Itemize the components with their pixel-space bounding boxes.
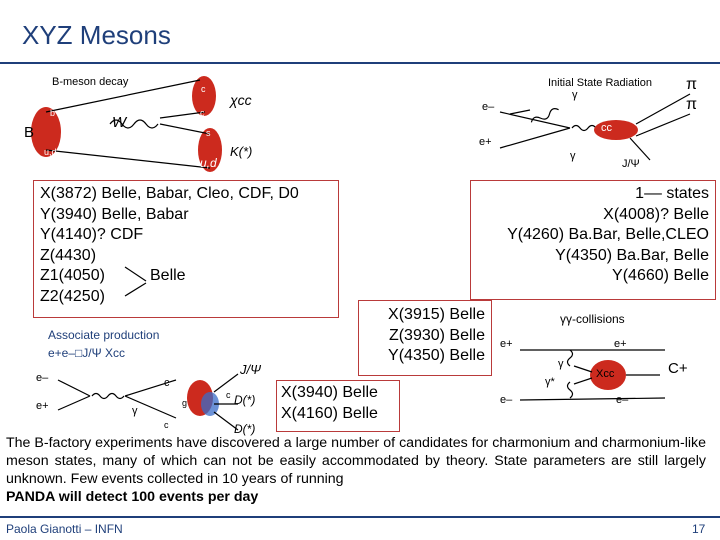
gg-eplus-right: e+: [614, 338, 627, 350]
description-text: [6, 434, 706, 506]
assoc-diagram: [58, 374, 238, 430]
gg-collision-diagram: [520, 350, 665, 400]
isr-label: Initial State Radiation: [548, 77, 652, 89]
slide-title: XYZ Mesons: [22, 20, 171, 50]
ud-left-label: u,d: [44, 147, 57, 157]
assoc-eplus: e+: [36, 400, 49, 412]
state-line: X(4008)? Belle: [603, 205, 709, 223]
assoc-c-top: c: [164, 377, 170, 389]
ud-right-label: u,d: [200, 156, 217, 170]
chi-label: χcc: [230, 92, 252, 108]
x3940-box: [276, 380, 400, 432]
gg-eminus-left: e–: [500, 394, 513, 406]
state-line: Y(4260) Ba.Bar, Belle,CLEO: [507, 226, 709, 243]
eplus-label: e+: [479, 136, 492, 148]
eminus-label: e–: [482, 101, 495, 113]
assoc-gamma: γ: [132, 405, 138, 417]
gg-cplus: C+: [668, 360, 688, 377]
gamma-top-label: γ: [572, 89, 578, 101]
footer-author: Paola Gianotti – INFN: [6, 522, 123, 536]
z1-belle-label: Belle: [150, 267, 186, 284]
candidate-line: X(3872) Belle, Babar, Cleo, CDF, D0: [40, 185, 299, 202]
state-line: X(4160) Belle: [281, 404, 378, 422]
description-paragraph: The B-factory experiments have discovered a large number of candidates for charmonium and charmonium-like meson states, many of which can not be easily accommodated by theory. State parameters are still largely unknown. Few events collected in 10 years of running: [6, 435, 706, 487]
state-line: Z(3930) Belle: [388, 326, 485, 344]
assoc-label2: e+e–□J/Ψ Xcc: [48, 346, 125, 360]
b-label: B: [24, 124, 35, 141]
gg-gamma2: γ*: [545, 376, 555, 388]
gg-eminus-right: e–: [616, 394, 629, 406]
gamma-low-label: γ: [570, 150, 576, 162]
kaon-label: K(*): [230, 144, 253, 159]
vector-states-box: [470, 180, 716, 300]
candidate-line: Y(3940) Belle, Babar: [40, 205, 189, 223]
b-decay-diagram: [31, 76, 222, 172]
state-line: Y(4350) Ba.Bar, Belle: [555, 246, 709, 264]
candidate-line: Z(4430): [40, 246, 97, 264]
candidate-line: Y(4140)? CDF: [40, 226, 144, 243]
candidates-box: [33, 180, 339, 318]
jpsi-label: J/Ψ: [622, 158, 640, 170]
pi1-label: π: [686, 76, 698, 93]
isr-diagram: [500, 94, 690, 160]
gg-states-box: [358, 300, 492, 376]
state-line: X(3940) Belle: [281, 384, 378, 401]
gg-gamma1: γ: [558, 358, 564, 370]
cc-label: cc: [601, 122, 612, 134]
gg-eplus-left: e+: [500, 338, 513, 350]
assoc-jpsi: J/Ψ: [240, 362, 261, 377]
assoc-eminus: e–: [36, 372, 49, 384]
gg-xcc: Xcc: [596, 368, 615, 380]
z2-label: Z2(4250): [40, 287, 105, 305]
page-number: 17: [692, 522, 706, 536]
z1-label: Z1(4050): [40, 267, 105, 284]
state-line: X(3915) Belle: [388, 306, 485, 323]
states-header: 1–– states: [635, 185, 709, 202]
assoc-g: g: [182, 398, 188, 408]
w-label: W: [112, 114, 127, 131]
assoc-label1: Associate production: [48, 328, 160, 342]
c-top-label: c: [201, 84, 206, 94]
assoc-c-bottom: c: [164, 420, 169, 430]
footer-divider: [0, 516, 720, 518]
s-label: s: [206, 128, 211, 138]
gg-label: γγ-collisions: [560, 312, 625, 326]
assoc-c-right: c: [226, 390, 231, 400]
state-line: Y(4660) Belle: [612, 267, 709, 284]
b-quark-label: b: [50, 108, 56, 118]
pi2-label: π: [686, 96, 698, 113]
panda-statement: PANDA will detect 100 events per day: [6, 489, 259, 505]
c-mid-label: c: [200, 108, 205, 118]
assoc-dstar-bottom: D(*): [234, 422, 256, 436]
state-line: Y(4350) Belle: [388, 347, 485, 364]
assoc-dstar: D(*): [234, 393, 256, 407]
bdecay-label: B-meson decay: [52, 76, 129, 88]
